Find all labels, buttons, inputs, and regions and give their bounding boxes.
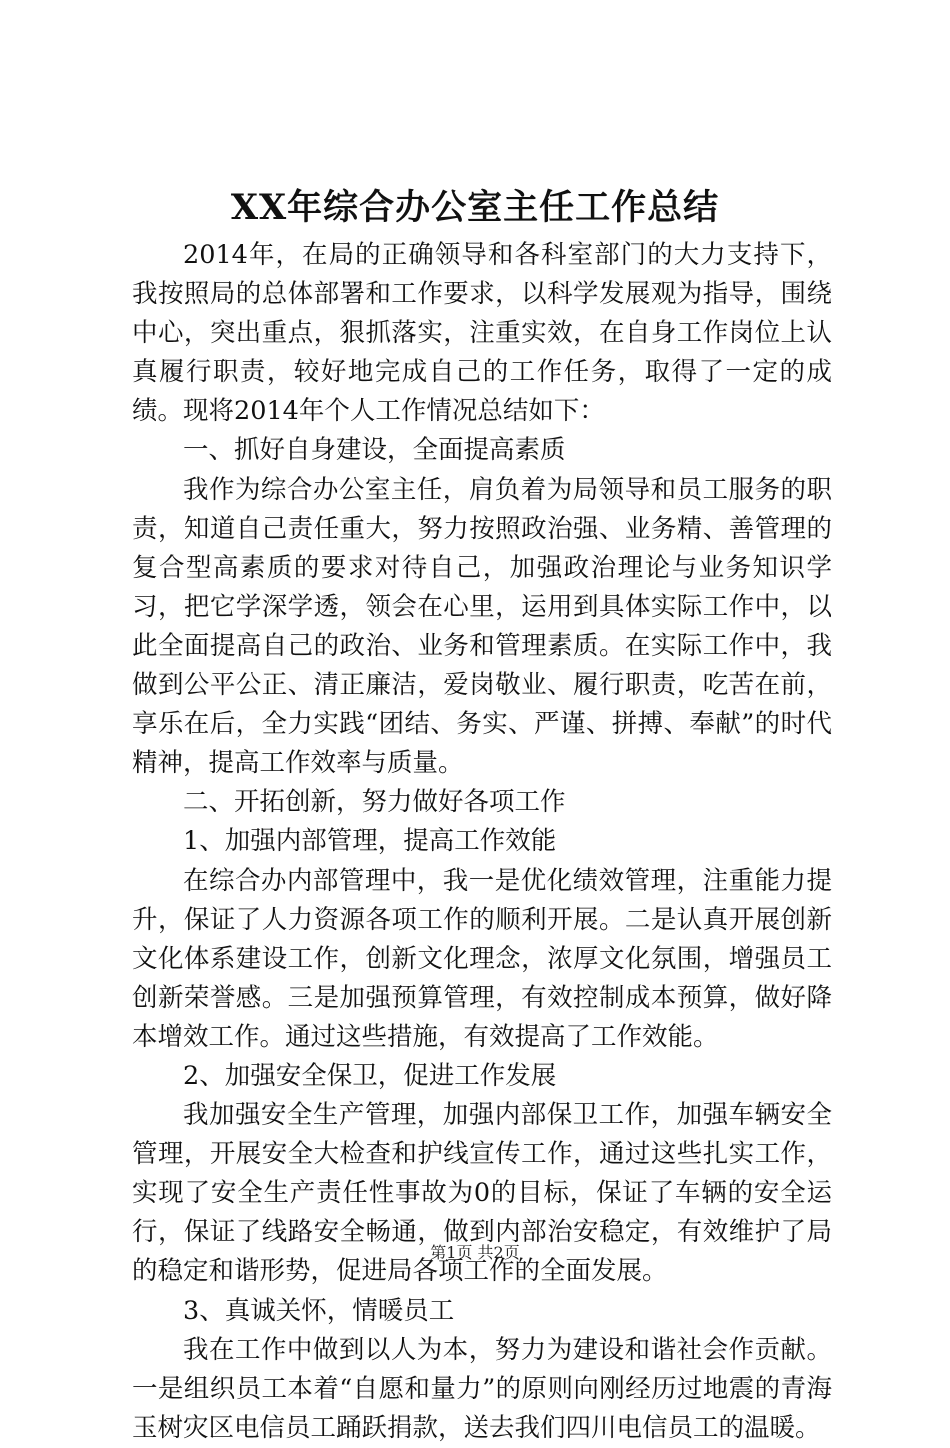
subsection-3-paragraph: 我在工作中做到以人为本，努力为建设和谐社会作贡献。一是组织员工本着“自愿和量力”的原则向刚经历过地震的青海玉树灾区电信员工踊跃捐款，送去我们四川电信员工的温暖。 xyxy=(132,1334,832,1443)
document-body xyxy=(132,236,832,1448)
section-1-paragraph: 我作为综合办公室主任，肩负着为局领导和员工服务的职责，知道自己责任重大，努力按照政治强、业务精、善管理的复合型高素质的要求对待自己，加强政治理论与业务知识学习，把它学深学透，领会在心里，运用到具体实际工作中，以此全面提高自己的政治、业务和管理素质。在实际工作中，我做到公平公正、清正廉洁，爱岗敬业、履行职责，吃苦在前，享乐在后，全力实践“团结、务实、严谨、拼搏、奉献”的时代精神，提高工作效率与质量。 xyxy=(132,474,832,779)
subsection-1-paragraph: 在综合办内部管理中，我一是优化绩效管理，注重能力提升，保证了人力资源各项工作的顺利开展。二是认真开展创新文化体系建设工作，创新文化理念，浓厚文化氛围，增强员工创新荣誉感。三是加强预算管理，有效控制成本预算，做好降本增效工作。通过这些措施，有效提高了工作效能。 xyxy=(132,865,832,1052)
subsection-heading-1: 1、加强内部管理，提高工作效能 xyxy=(183,826,557,857)
document-title: XX年综合办公室主任工作总结 xyxy=(230,187,720,228)
subsection-heading-2: 2、加强安全保卫，促进工作发展 xyxy=(183,1060,557,1091)
page-number-footer: 第1页 共2页 xyxy=(430,1243,520,1262)
subsection-heading-3: 3、真诚关怀，情暖员工 xyxy=(183,1295,455,1326)
intro-paragraph: 2014年，在局的正确领导和各科室部门的大力支持下，我按照局的总体部署和工作要求，以科学发展观为指导，围绕中心，突出重点，狠抓落实，注重实效，在自身工作岗位上认真履行职责，较好地完成自己的工作任务，取得了一定的成绩。现将2014年个人工作情况总结如下： xyxy=(132,240,832,427)
section-heading-1: 一、抓好自身建设，全面提高素质 xyxy=(183,435,566,466)
subsection-2-paragraph: 我加强安全生产管理，加强内部保卫工作，加强车辆安全管理，开展安全大检查和护线宣传工作，通过这些扎实工作，实现了安全生产责任性事故为0的目标，保证了车辆的安全运行，保证了线路安全畅通，做到内部治安稳定，有效维护了局的稳定和谐形势，促进局各项工作的全面发展。 xyxy=(132,1100,832,1287)
section-heading-2: 二、开拓创新，努力做好各项工作 xyxy=(183,787,566,818)
